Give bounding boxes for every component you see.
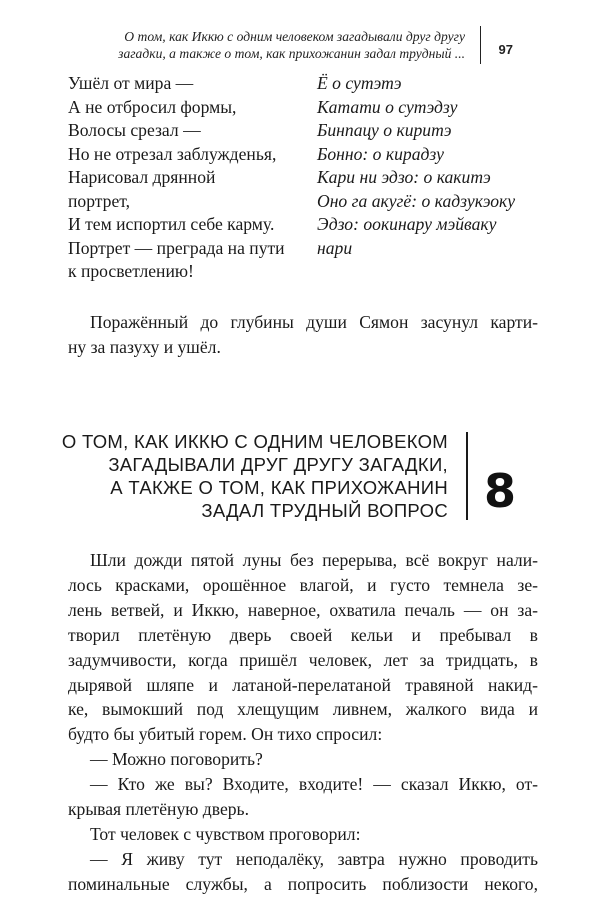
chapter-body	[68, 548, 538, 897]
chapter-title-line: ЗАГАДЫВАЛИ ДРУГ ДРУГУ ЗАГАДКИ,	[108, 454, 448, 475]
body-line: лень ветвей, и Иккю, наверное, охватила печаль — он за-	[68, 599, 538, 620]
body-line: крывая плетёную дверь.	[68, 799, 249, 820]
poem-line: к просветлению!	[68, 261, 194, 281]
poem-line: Кари ни эдзо: о какитэ	[317, 167, 491, 187]
paragraph-line: Поражённый до глубины души Сямон засунул карти-	[90, 312, 538, 332]
body-line: поминальные службы, а попросить поблизости некого,	[68, 873, 538, 894]
body-line: Тот человек с чувством проговорил:	[90, 823, 361, 844]
poem-line: Катати о сутэдзу	[317, 96, 458, 117]
chapter-title	[48, 430, 448, 522]
poem-line: Оно га акугё: о кадзукэоку	[317, 190, 516, 211]
running-title-line-2: загадки, а также о том, как прихожанин задал трудный ...	[118, 46, 465, 61]
body-line: лось красками, орошённое влагой, и густо темнела зе-	[68, 574, 538, 595]
running-title	[45, 28, 465, 62]
poem-line: А не отбросил формы,	[68, 96, 237, 117]
poem-line: Нарисовал дрянной	[68, 167, 216, 187]
body-line: — Можно поговорить?	[90, 749, 263, 770]
running-title-line-1: О том, как Иккю с одним человеком загадывали друг другу	[124, 29, 465, 44]
running-header	[60, 22, 535, 68]
chapter-heading	[60, 430, 540, 522]
body-line: Шли дожди пятой луны без перерыва, всё вокруг нали-	[90, 550, 538, 570]
closing-paragraph	[68, 310, 538, 359]
poem-line: И тем испортил себе карму.	[68, 214, 275, 234]
body-line: задумчивости, когда пришёл человек, лет за тридцать, в	[68, 649, 538, 670]
poem-line: Бинпацу о киритэ	[317, 120, 452, 140]
body-line: ке, вымокший под хлещущим ливнем, жалкого вида и	[68, 699, 538, 720]
body-line: — Я живу тут неподалёку, завтра нужно проводить	[90, 848, 538, 869]
poem-line: Ё о сутэтэ	[317, 73, 402, 93]
chapter-title-line: А ТАКЖЕ О ТОМ, КАК ПРИХОЖАНИН	[110, 477, 448, 498]
body-line: будто бы убитый горем. Он тихо спросил:	[68, 724, 383, 745]
poem-line: Эдзо: оокинару мэйваку	[317, 214, 497, 234]
poem-russian	[68, 72, 300, 284]
chapter-title-line: ЗАДАЛ ТРУДНЫЙ ВОПРОС	[201, 500, 448, 521]
body-line: творил плетёную дверь своей кельи и пребывал в	[68, 624, 538, 645]
page-number: 97	[498, 42, 513, 57]
poem-line: портрет,	[68, 190, 131, 211]
chapter-title-line: О ТОМ, КАК ИККЮ С ОДНИМ ЧЕЛОВЕКОМ	[61, 431, 448, 452]
poem-line: Бонно: о кирадзу	[317, 143, 444, 164]
body-line: дырявой шляпе и латаной-перелатаной травяной накид-	[68, 674, 538, 695]
chapter-divider	[466, 432, 468, 520]
poem-line: Но не отрезал заблужденья,	[68, 143, 277, 164]
paragraph-line: ну за пазуху и ушёл.	[68, 336, 221, 357]
poem-line: Волосы срезал —	[68, 120, 201, 140]
header-divider	[480, 26, 482, 64]
poem-line: Портрет — преграда на пути	[68, 237, 285, 258]
poem-line: нари	[317, 237, 353, 258]
body-line: — Кто же вы? Входите, входите! — сказал Иккю, от-	[90, 774, 538, 795]
poem-line: Ушёл от мира —	[68, 73, 194, 93]
chapter-number: 8	[483, 464, 516, 518]
poem-japanese	[317, 72, 547, 260]
